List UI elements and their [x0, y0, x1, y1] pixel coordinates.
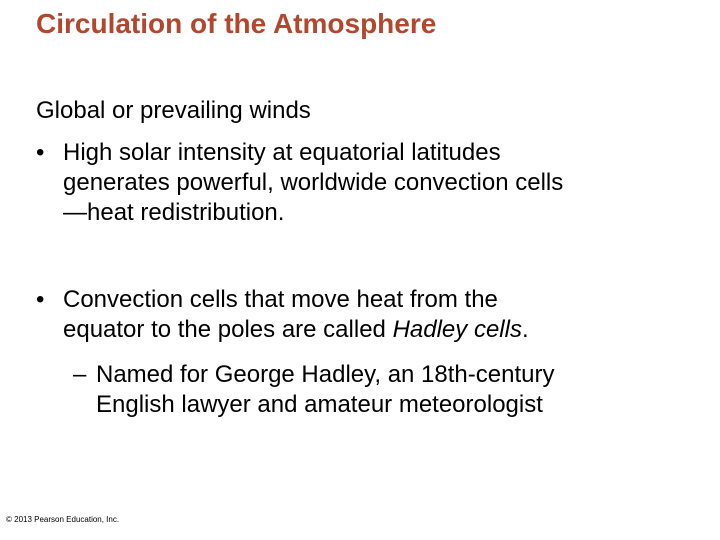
bullet-marker: •: [36, 139, 45, 166]
bullet-text-line: generates powerful, worldwide convection cells: [63, 169, 564, 196]
bullet-text-line: [63, 315, 706, 345]
section-heading: Global or prevailing winds: [36, 97, 311, 124]
sub-bullet-text-line: English lawyer and amateur meteorologist: [96, 391, 543, 418]
bullet-marker: •: [36, 286, 45, 313]
bullet-text-suffix: .: [521, 316, 529, 343]
slide-title: Circulation of the Atmosphere: [36, 8, 437, 39]
bullet-item-solar-intensity: [36, 138, 706, 228]
bullet-text-line: High solar intensity at equatorial latitudes: [63, 139, 501, 166]
bullet-item-convection-cells: [36, 285, 706, 345]
bullet-text-line: —heat redistribution.: [63, 199, 285, 226]
sub-bullet-item-george-hadley: [73, 360, 554, 420]
bullet-text-line: Convection cells that move heat from the: [63, 286, 498, 313]
hadley-cells-term: Hadley cells: [392, 316, 522, 343]
sub-bullet-text-line: Named for George Hadley, an 18th-century: [96, 361, 555, 388]
copyright-footer: © 2013 Pearson Education, Inc.: [6, 515, 120, 524]
bullet-text-prefix: equator to the poles are called: [63, 316, 393, 343]
sub-bullet-marker: –: [73, 361, 87, 388]
